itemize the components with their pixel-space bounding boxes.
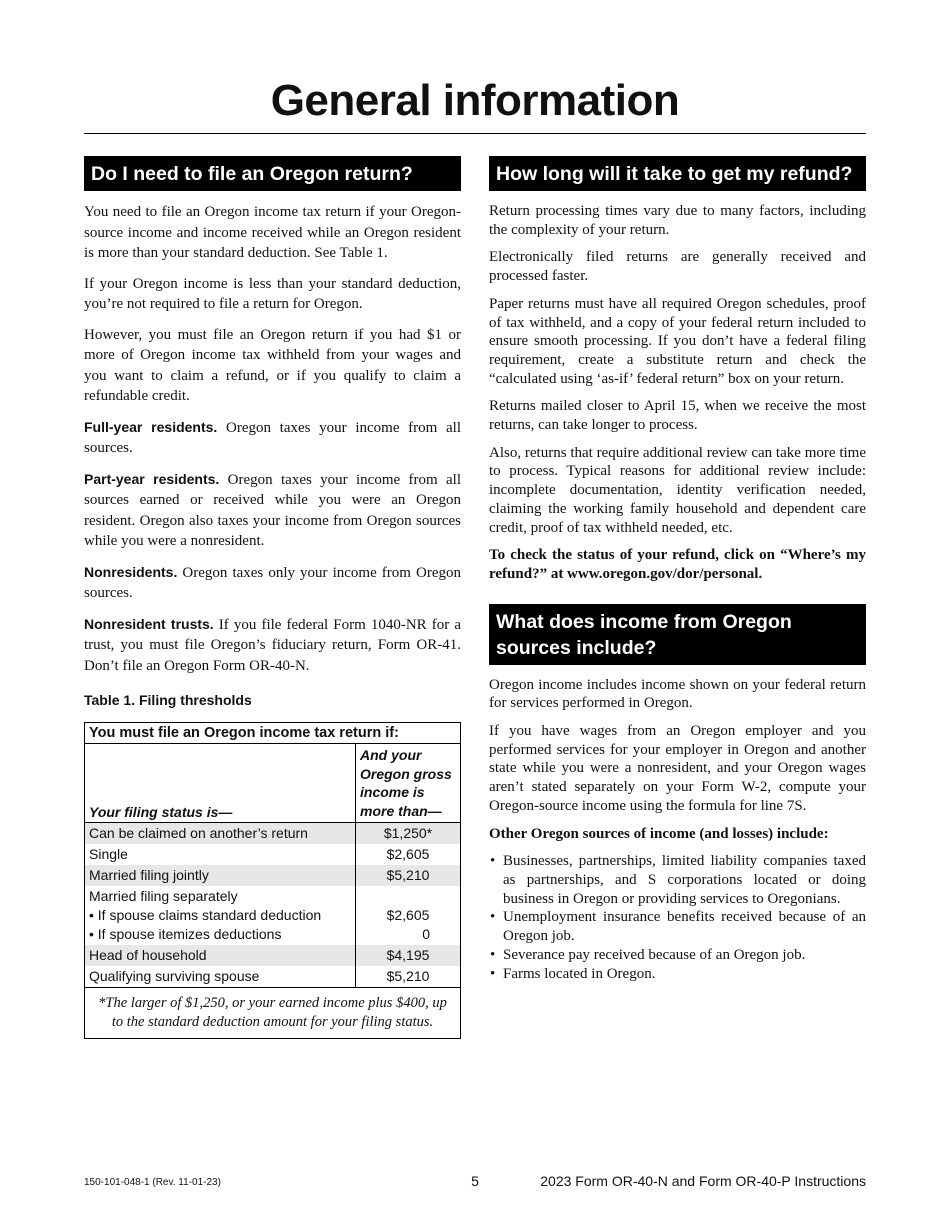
full-year-residents-paragraph xyxy=(84,417,461,459)
list-item: • Businesses, partnerships, limited liability companies taxed as partnerships, and S corporations located or doing business in Oregon or providing services to Oregonians. xyxy=(489,852,866,908)
paragraph: Returns mailed closer to April 15, when we receive the most returns, can take longer to process. xyxy=(489,398,866,434)
page-title: General information xyxy=(270,76,680,125)
list-item: • Farms located in Oregon. xyxy=(489,965,866,984)
filing-thresholds-table xyxy=(84,722,461,1039)
run-in-heading: Nonresident trusts. xyxy=(84,615,214,632)
part-year-residents-paragraph xyxy=(84,469,461,552)
run-in-heading: Nonresidents. xyxy=(84,563,178,580)
table-footnote: *The larger of $1,250, or your earned income plus $400, up to the standard deduction amount for your filing status. xyxy=(85,987,460,1038)
row-label: Married filing separately • If spouse claims standard deduction • If spouse itemizes deductions xyxy=(89,888,322,942)
paragraph: Oregon income includes income shown on your federal return for services performed in Oregon. xyxy=(489,676,866,712)
table-row xyxy=(85,966,460,987)
form-number: 150-101-048-1 (Rev. 11-01-23) xyxy=(84,1177,221,1188)
section-heading-refund-time: How long will it take to get my refund? xyxy=(489,156,866,191)
right-column xyxy=(489,156,866,983)
paragraph: If you have wages from an Oregon employer and you performed services for your employer in Oregon and another state while you were a nonresident, and your Oregon wages aren’t stated separately on your Form W-2, compute your Oregon-source income using the formula for line 7S. xyxy=(489,723,866,814)
table-column-headers xyxy=(85,744,460,823)
row-value: $2,605 xyxy=(355,844,460,865)
paragraph-text: Oregon taxes only your income from Oregon sources. xyxy=(84,564,461,601)
left-column xyxy=(84,156,461,1039)
nonresidents-paragraph xyxy=(84,562,461,604)
table-row xyxy=(85,823,460,844)
row-value: $2,605 0 xyxy=(355,886,460,945)
paragraph: You need to file an Oregon income tax return if your Oregon-source income and income received while an Oregon resident is more than your standard deduction. See Table 1. xyxy=(84,204,461,261)
document-title: 2023 Form OR-40-N and Form OR-40-P Instructions xyxy=(540,1173,866,1189)
row-value: $1,250* xyxy=(355,823,460,844)
paragraph: Also, returns that require additional review can take more time to process. Typical reasons for additional review include: incomplete documentation, identity verification needed, claiming the working family household and dependent care credit, proof of tax withheld needed, etc. xyxy=(489,444,866,536)
run-in-heading: Part-year residents. xyxy=(84,470,220,487)
table-row xyxy=(85,844,460,865)
column-header-filing-status: Your filing status is— xyxy=(89,804,233,820)
title-divider xyxy=(84,133,866,134)
table-caption: Table 1. Filing thresholds xyxy=(84,692,252,708)
paragraph: Return processing times vary due to many factors, including the complexity of your return. xyxy=(489,203,866,238)
other-sources-list xyxy=(489,852,866,983)
paragraph-text: Oregon taxes your income from all sources earned or received while you were an Oregon resident. Oregon also taxes your income from Oregon sources while you were a nonresident. xyxy=(84,471,461,549)
paragraph: Electronically filed returns are generally received and processed faster. xyxy=(489,249,866,285)
paragraph: Paper returns must have all required Oregon schedules, proof of tax withheld, and a copy of your federal return included to ensure smooth processing. If you don’t have a federal filing requirement, create a substitute return and check the “calculated using ‘as-if’ federal return” box on your return. xyxy=(489,295,866,387)
refund-status-note: To check the status of your refund, click on “Where’s my refund?” at www.oregon.gov/dor/personal. xyxy=(489,547,866,582)
row-label: Qualifying surviving spouse xyxy=(89,968,260,984)
paragraph: However, you must file an Oregon return if you had $1 or more of Oregon income tax withheld from your wages and you want to claim a refund, or if you qualify to claim a refundable credit. xyxy=(84,326,461,404)
nonresident-trusts-paragraph xyxy=(84,614,461,677)
row-value: $4,195 xyxy=(355,945,460,966)
run-in-heading: Full-year residents. xyxy=(84,418,218,435)
section-heading-need-to-file: Do I need to file an Oregon return? xyxy=(84,156,461,191)
table-row xyxy=(85,945,460,966)
row-value: $5,210 xyxy=(355,865,460,886)
column-header-gross-income: And your Oregon gross income is more than— xyxy=(355,744,460,822)
page-number: 5 xyxy=(471,1173,479,1189)
table-header: You must file an Oregon income tax return if: xyxy=(85,723,460,744)
paragraph-text: If you file federal Form 1040-NR for a trust, you must file Oregon’s fiduciary return, Form OR-41. Don’t file an Oregon Form OR-40-N. xyxy=(84,616,461,674)
row-label: Head of household xyxy=(89,947,207,963)
table-row xyxy=(85,886,460,945)
list-item: • Severance pay received because of an Oregon job. xyxy=(489,946,866,965)
row-label: Married filing jointly xyxy=(89,867,209,883)
list-item: • Unemployment insurance benefits received because of an Oregon job. xyxy=(489,908,866,945)
other-sources-heading: Other Oregon sources of income (and losses) include: xyxy=(489,825,829,842)
page-footer xyxy=(84,1173,866,1193)
row-label: Single xyxy=(89,846,128,862)
row-label: Can be claimed on another’s return xyxy=(89,825,308,841)
table-row xyxy=(85,865,460,886)
paragraph-text: Oregon taxes your income from all sources. xyxy=(84,419,461,456)
section-heading-oregon-sources: What does income from Oregon sources include? xyxy=(489,604,866,665)
row-value: $5,210 xyxy=(355,966,460,987)
paragraph: If your Oregon income is less than your standard deduction, you’re not required to file a return for Oregon. xyxy=(84,275,461,312)
